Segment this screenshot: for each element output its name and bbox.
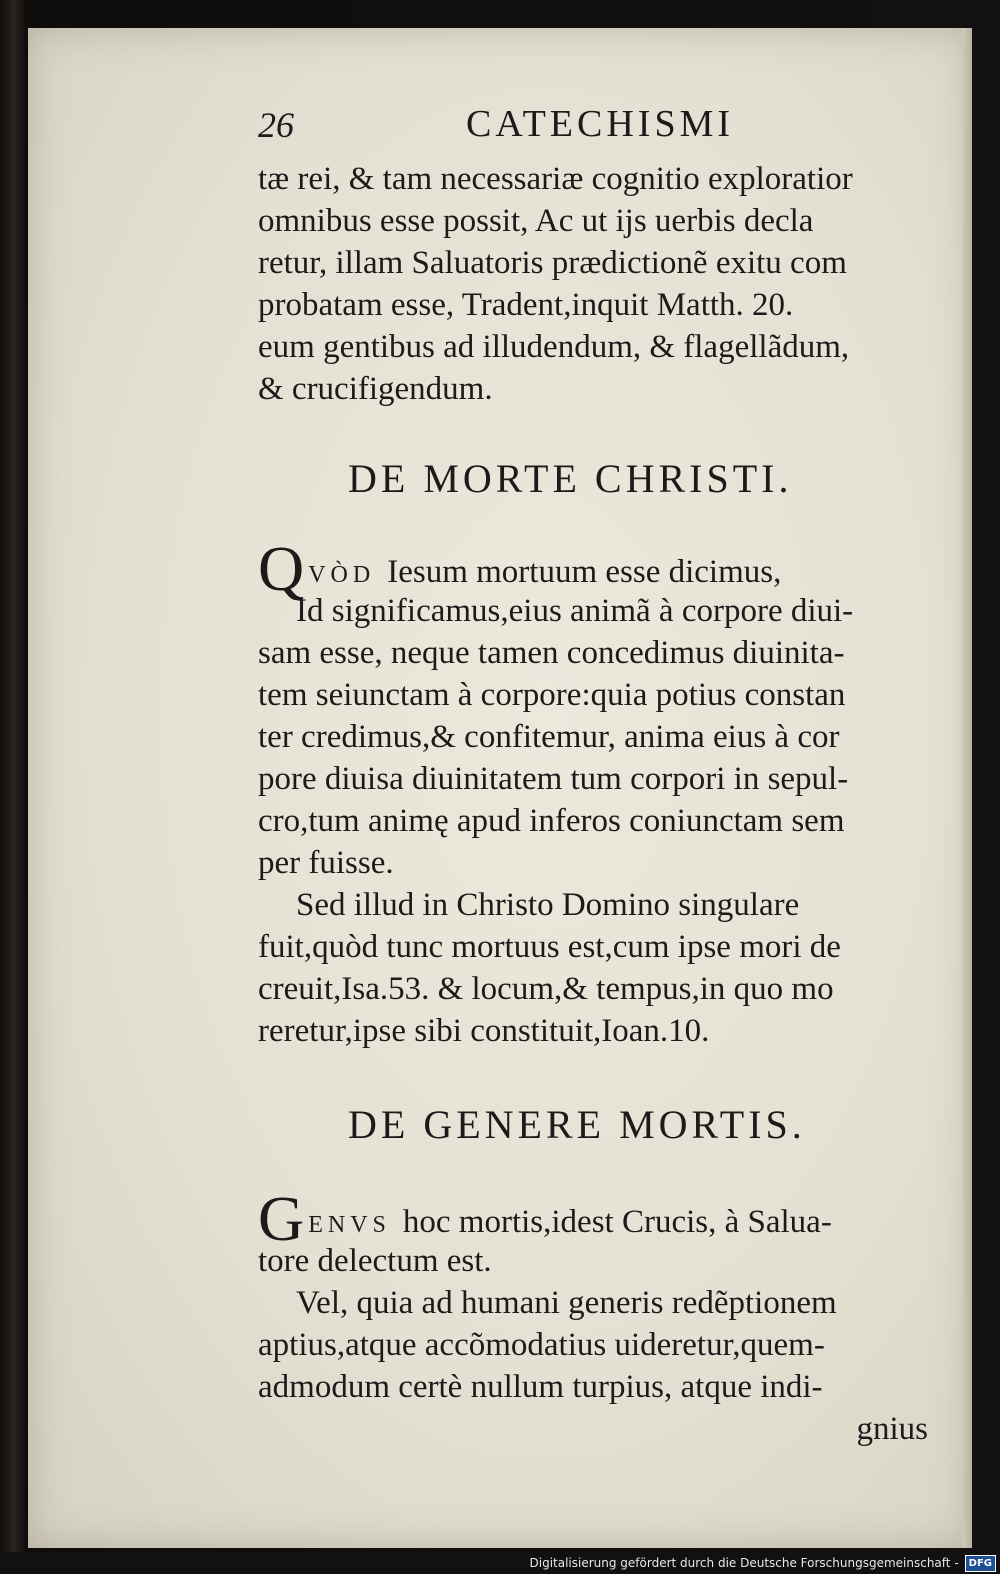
catchword: gnius <box>856 1411 928 1447</box>
text-line: probatam esse, Tradent,inquit Matth. 20. <box>258 287 794 323</box>
drop-capital: G <box>258 1183 305 1254</box>
text-line: Sed illud in Christo Domino singulare <box>296 887 800 923</box>
text-line: reretur,ipse sibi constituit,Ioan.10. <box>258 1013 710 1049</box>
footer-text: Digitalisierung gefördert durch die Deutsche Forschungsgemeinschaft - <box>529 1556 959 1570</box>
text-line: tore delectum est. <box>258 1243 492 1279</box>
text-line: aptius,atque accõmodatius uideretur,quem- <box>258 1327 825 1363</box>
section-heading: DE GENERE MORTIS. <box>348 1102 806 1147</box>
line-text: Iesum mortuum esse dicimus, <box>387 554 782 590</box>
page-edge <box>962 28 972 1548</box>
text-line: cro,tum animę apud inferos coniunctam sem <box>258 803 845 839</box>
line-text: hoc mortis,idest Crucis, à Salua- <box>402 1204 832 1240</box>
text-block <box>258 100 948 1450</box>
section-heading: DE MORTE CHRISTI. <box>348 456 793 501</box>
digitization-footer <box>0 1552 1000 1574</box>
text-line: omnibus esse possit, Ac ut ijs uerbis decla <box>258 203 814 239</box>
page-header <box>258 100 948 150</box>
text-line: ter credimus,& confitemur, anima eius à cor <box>258 719 840 755</box>
text-line: Vel, quia ad humani generis redẽptionem <box>296 1285 837 1321</box>
text-line: per fuisse. <box>258 845 394 881</box>
dfg-logo: DFG <box>965 1555 996 1572</box>
text-line <box>258 533 948 604</box>
text-line: retur, illam Saluatoris prædictionẽ exitu com <box>258 245 847 281</box>
text-line: Id significamus,eius animã à corpore diui- <box>296 593 854 629</box>
text-line: creuit,Isa.53. & locum,& tempus,in quo mo <box>258 971 834 1007</box>
text-line: admodum certè nullum turpius, atque indi- <box>258 1369 823 1405</box>
text-line <box>258 1183 948 1254</box>
text-line: tæ rei, & tam necessariæ cognitio exploratior <box>258 161 853 197</box>
page-number: 26 <box>258 105 294 145</box>
small-caps: VÒD <box>308 562 376 588</box>
text-line: sam esse, neque tamen concedimus diuinita- <box>258 635 845 671</box>
text-line: & crucifigendum. <box>258 371 493 407</box>
text-line: pore diuisa diuinitatem tum corpori in sepul- <box>258 761 849 797</box>
text-line: tem seiunctam à corpore:quia potius constan <box>258 677 846 713</box>
small-caps: ENVS <box>308 1212 391 1238</box>
book-page <box>28 28 972 1548</box>
running-title: CATECHISMI <box>466 103 735 145</box>
text-line: eum gentibus ad illudendum, & flagellãdum, <box>258 329 850 365</box>
text-line: fuit,quòd tunc mortuus est,cum ipse mori de <box>258 929 841 965</box>
drop-capital: Q <box>258 533 305 604</box>
